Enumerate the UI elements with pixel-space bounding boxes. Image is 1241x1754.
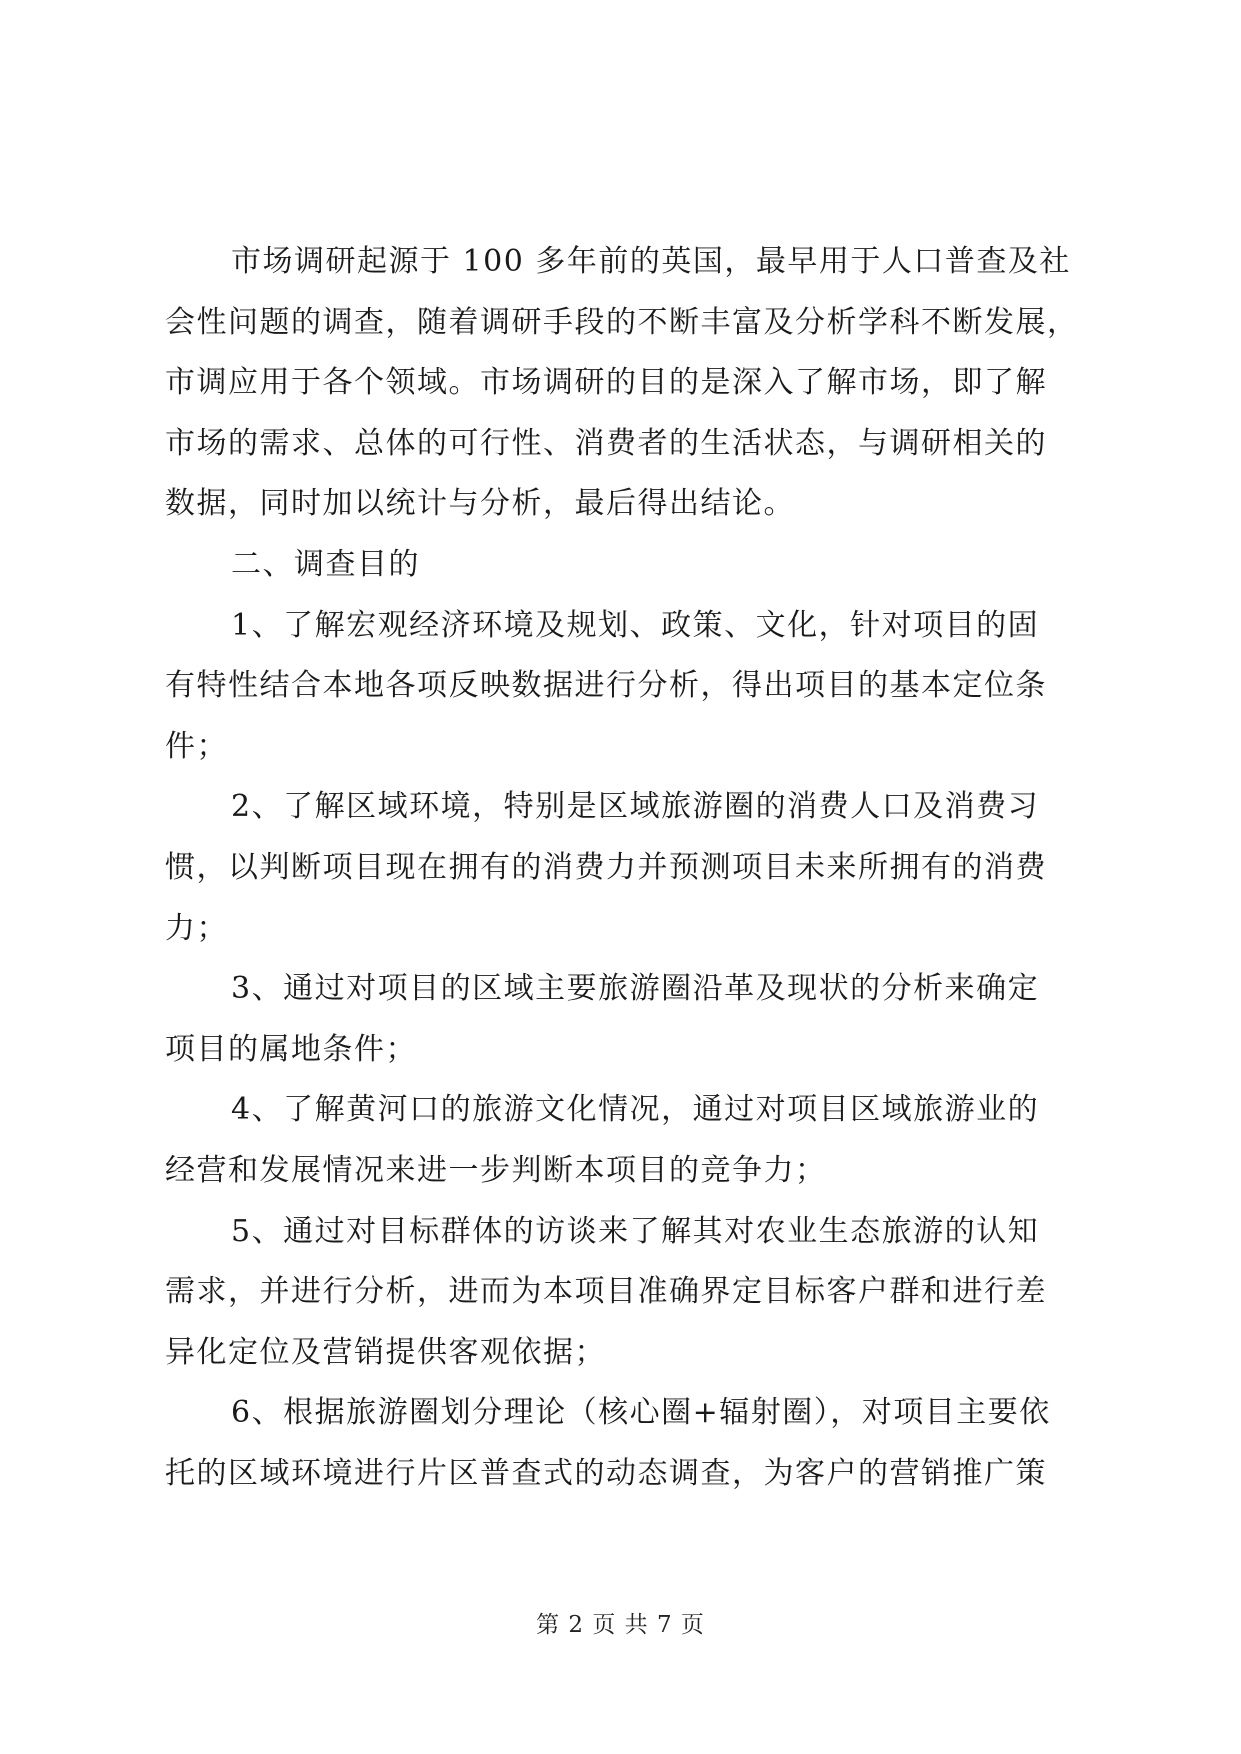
text-line: 数据，同时加以统计与分析，最后得出结论。 <box>165 486 795 522</box>
text-line: 3、通过对项目的区域主要旅游圈沿革及现状的分析来确定 <box>231 971 1040 1007</box>
text-line: 1、了解宏观经济环境及规划、政策、文化，针对项目的固 <box>231 607 1040 643</box>
text-line: 力； <box>165 910 228 946</box>
text-line: 市场调研起源于 100 多年前的英国，最早用于人口普查及社 <box>231 244 1071 279</box>
text-line: 惯，以判断项目现在拥有的消费力并预测项目未来所拥有的消费 <box>165 849 1047 885</box>
text-line: 会性问题的调查，随着调研手段的不断丰富及分析学科不断发展， <box>165 304 1079 340</box>
text-line: 异化定位及营销提供客观依据； <box>165 1334 606 1370</box>
text-line: 5、通过对目标群体的访谈来了解其对农业生态旅游的认知 <box>231 1213 1040 1249</box>
text-line: 经营和发展情况来进一步判断本项目的竞争力； <box>165 1152 827 1188</box>
body-text <box>165 232 1085 1504</box>
text-line: 件； <box>165 728 228 764</box>
text-line: 市调应用于各个领域。市场调研的目的是深入了解市场，即了解 <box>165 365 1047 401</box>
text-line: 2、了解区域环境，特别是区域旅游圈的消费人口及消费习 <box>231 789 1040 825</box>
page-footer: 第 2 页 共 7 页 <box>536 1612 705 1638</box>
text-line: 需求，并进行分析，进而为本项目准确界定目标客户群和进行差 <box>165 1274 1047 1310</box>
text-line: 4、了解黄河口的旅游文化情况，通过对项目区域旅游业的 <box>231 1092 1040 1128</box>
text-line: 二、调查目的 <box>231 546 420 582</box>
text-line: 有特性结合本地各项反映数据进行分析，得出项目的基本定位条 <box>165 668 1047 704</box>
text-line: 托的区域环境进行片区普查式的动态调查，为客户的营销推广策 <box>165 1455 1047 1491</box>
text-line: 6、根据旅游圈划分理论（核心圈+辐射圈），对项目主要依 <box>231 1395 1051 1431</box>
text-line: 项目的属地条件； <box>165 1031 417 1067</box>
text-line: 市场的需求、总体的可行性、消费者的生活状态，与调研相关的 <box>165 425 1047 461</box>
